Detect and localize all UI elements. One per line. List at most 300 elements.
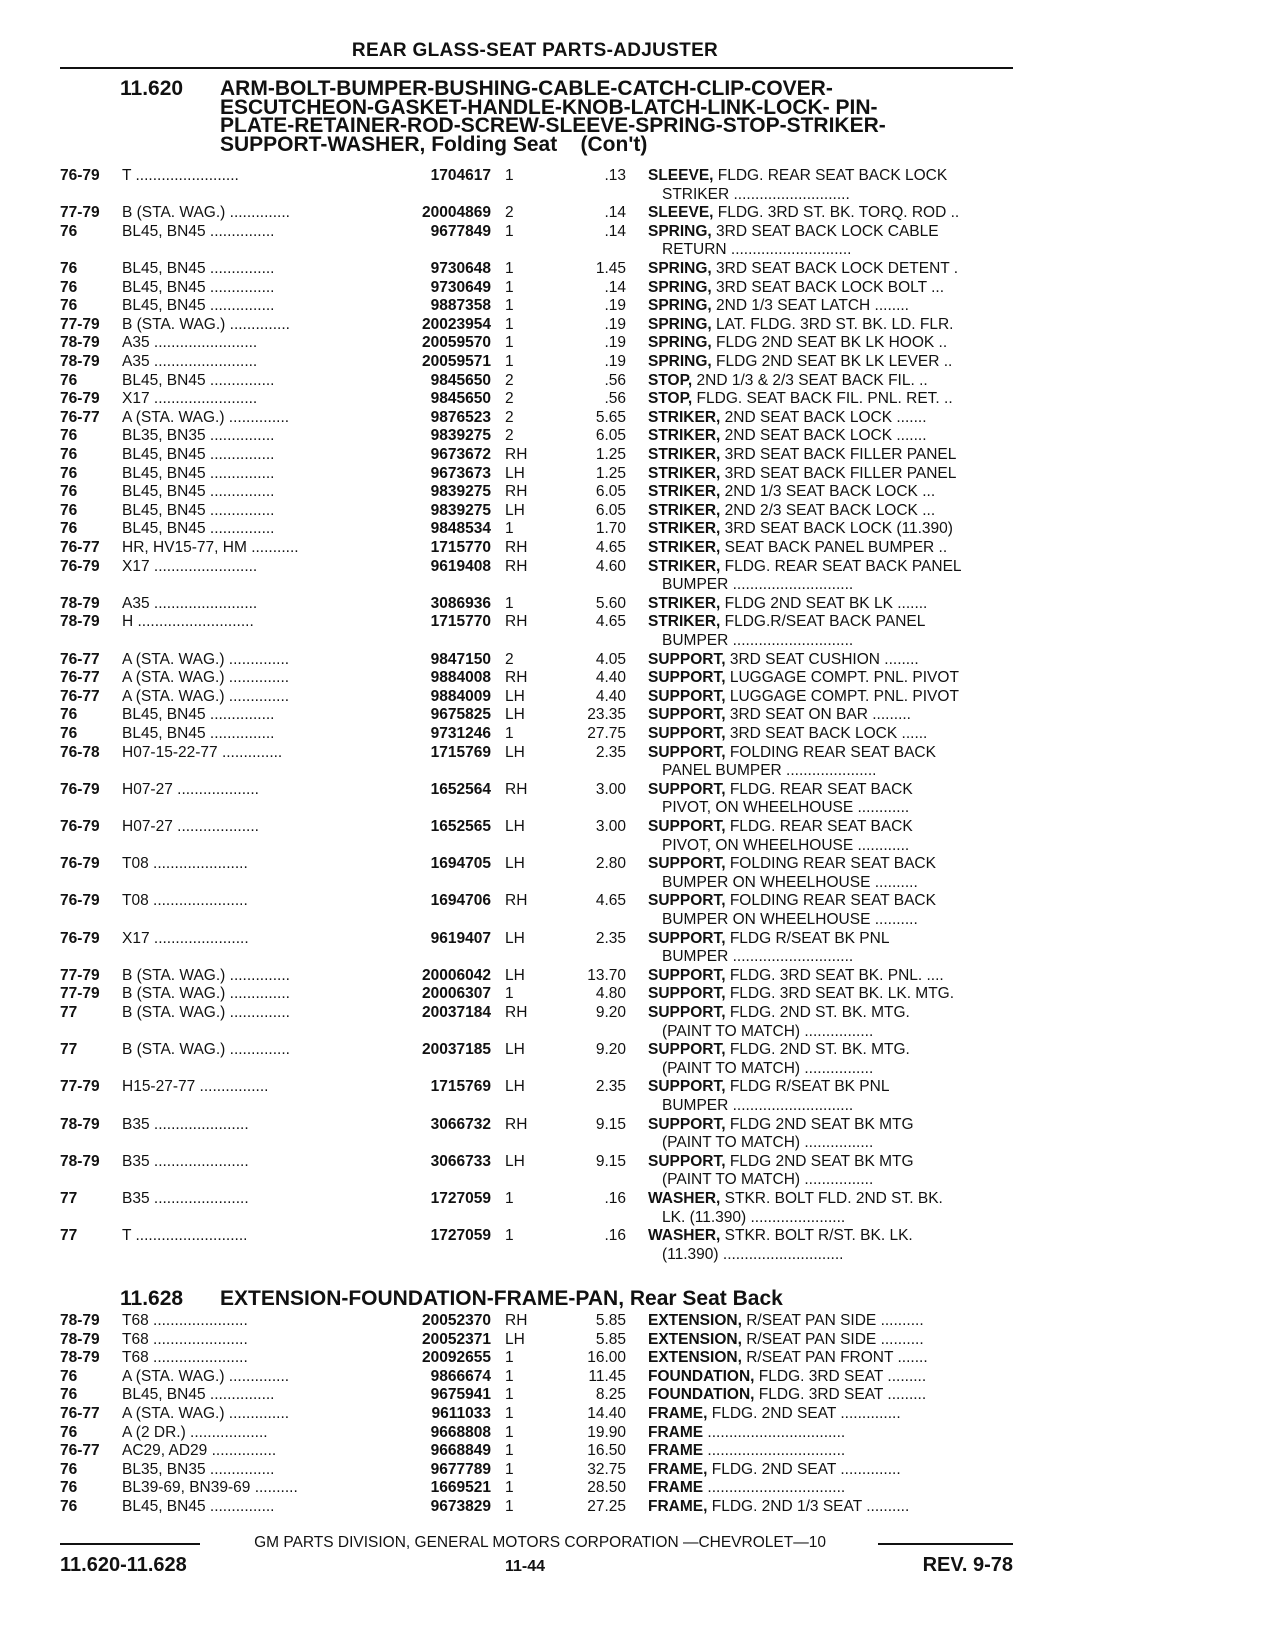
part-model: HR, HV15-77, HM ...........: [122, 539, 299, 556]
part-row: [0, 334, 1280, 353]
part-description: [648, 651, 1013, 670]
part-name: FRAME: [648, 1442, 704, 1460]
part-model: B (STA. WAG.) ..............: [122, 204, 290, 222]
part-description: [648, 558, 1013, 577]
part-years: 76-77: [60, 669, 100, 687]
part-price: .19: [604, 315, 626, 333]
part-description-detail: 2ND 2/3 SEAT BACK LOCK ...: [720, 501, 936, 519]
part-price: 27.25: [587, 1498, 626, 1515]
part-description-continuation: (PAINT TO MATCH) ................: [662, 1134, 874, 1152]
part-years: 76-77: [60, 650, 100, 668]
part-description: [648, 1479, 1013, 1498]
part-quantity: 2: [505, 390, 514, 408]
part-description-continuation: BUMPER ............................: [662, 1097, 854, 1114]
part-years: 76-77: [60, 1405, 100, 1422]
part-description: [648, 1227, 1013, 1246]
part-name: SPRING,: [648, 222, 712, 240]
part-row-continuation: [0, 632, 1280, 651]
part-description: [648, 372, 1013, 391]
part-model: T08 ......................: [122, 855, 248, 873]
part-model: A (STA. WAG.) ..............: [122, 687, 290, 705]
part-name: SUPPORT,: [648, 743, 726, 761]
part-model: A35 ........................: [122, 594, 258, 612]
part-quantity: LH: [505, 1152, 525, 1170]
part-name: STRIKER,: [648, 539, 721, 556]
part-name: SUPPORT,: [648, 985, 726, 1003]
part-description-continuation: LK. (11.390) ......................: [662, 1208, 846, 1226]
part-number: 9668808: [430, 1423, 491, 1441]
part-name: SPRING,: [648, 260, 712, 277]
part-row: [0, 1424, 1280, 1443]
part-description: [648, 930, 1013, 949]
part-name: SUPPORT,: [648, 1041, 726, 1059]
part-name: FRAME: [648, 1479, 704, 1497]
part-name: SUPPORT,: [648, 650, 726, 668]
part-price: .13: [604, 167, 626, 184]
part-row-continuation: [0, 948, 1280, 967]
part-price: 3.00: [595, 818, 626, 835]
part-description: [648, 985, 1013, 1004]
part-name: SPRING,: [648, 353, 712, 370]
part-description-detail: FLDG. 3RD SEAT .........: [754, 1386, 927, 1404]
part-price: 1.70: [595, 520, 626, 538]
part-description-detail: FLDG. 2ND 1/3 SEAT ..........: [707, 1498, 910, 1515]
part-description-continuation: BUMPER ............................: [662, 948, 854, 966]
part-quantity: 1: [505, 985, 514, 1003]
part-model: BL45, BN45 ...............: [122, 371, 275, 389]
part-description-detail: 2ND 1/3 SEAT BACK LOCK ...: [720, 483, 936, 501]
part-description-continuation: BUMPER ON WHEELHOUSE ..........: [662, 911, 918, 928]
part-description-detail: FLDG. 3RD ST. BK. TORQ. ROD ..: [713, 204, 960, 222]
part-description: [648, 1078, 1013, 1097]
part-number: 1715770: [430, 539, 491, 556]
part-row: [0, 855, 1280, 874]
part-price: 5.60: [595, 594, 626, 612]
part-name: SLEEVE,: [648, 167, 714, 184]
part-years: 76-79: [60, 780, 100, 798]
part-row: [0, 892, 1280, 911]
part-description-continuation: (PAINT TO MATCH) ................: [662, 1171, 874, 1189]
part-model: B (STA. WAG.) ..............: [122, 966, 290, 984]
part-price: 6.05: [595, 427, 626, 445]
part-years: 76: [60, 725, 78, 742]
section-title-line: SUPPORT-WASHER, Folding Seat (Con't): [220, 132, 648, 156]
footer-publisher: GM PARTS DIVISION, GENERAL MOTORS CORPORATION —CHEVROLET—10: [254, 1534, 826, 1551]
part-years: 76: [60, 706, 78, 724]
part-row: [0, 520, 1280, 539]
part-description: [648, 334, 1013, 353]
part-description-detail: FLDG. REAR SEAT BACK PANEL: [720, 557, 962, 575]
part-row: [0, 204, 1280, 223]
part-description: [648, 427, 1013, 446]
part-model: H ...........................: [122, 613, 254, 631]
part-model: H07-27 ...................: [122, 818, 259, 835]
part-row: [0, 985, 1280, 1004]
part-price: 1.25: [595, 464, 626, 482]
part-description-detail: FLDG 2ND SEAT BK LK LEVER ..: [711, 353, 953, 370]
part-row: [0, 1498, 1280, 1517]
part-model: X17 ........................: [122, 390, 258, 408]
part-row: [0, 1041, 1280, 1060]
part-row: [0, 1461, 1280, 1480]
part-description: [648, 353, 1013, 372]
part-price: 4.65: [595, 613, 626, 631]
part-years: 76-79: [60, 557, 100, 575]
part-quantity: 1: [505, 1479, 514, 1497]
part-years: 78-79: [60, 1330, 100, 1348]
part-row: [0, 409, 1280, 428]
part-name: FRAME,: [648, 1405, 708, 1422]
part-name: SUPPORT,: [648, 855, 726, 873]
part-number: 9611033: [431, 1405, 491, 1422]
part-description: [648, 967, 1013, 986]
part-price: 6.05: [595, 501, 626, 519]
part-row: [0, 502, 1280, 521]
part-description-continuation: PIVOT, ON WHEELHOUSE ............: [662, 836, 910, 854]
part-quantity: RH: [505, 1115, 528, 1133]
part-description-detail: 3RD SEAT CUSHION ........: [725, 650, 919, 668]
part-name: SUPPORT,: [648, 818, 726, 835]
part-number: 20023954: [422, 315, 491, 333]
part-price: 16.50: [587, 1442, 626, 1460]
part-quantity: 1: [505, 520, 514, 538]
part-years: 76: [60, 222, 78, 240]
part-quantity: 1: [505, 1460, 514, 1478]
part-number: 9847150: [430, 650, 491, 668]
part-description: [648, 1041, 1013, 1060]
part-description: [648, 744, 1013, 763]
part-price: 5.85: [595, 1330, 626, 1348]
part-quantity: 1: [505, 297, 514, 315]
part-description-detail: FOLDING REAR SEAT BACK: [725, 743, 936, 761]
section-title-line: ARM-BOLT-BUMPER-BUSHING-CABLE-CATCH-CLIP-COVER-: [220, 77, 833, 100]
part-row: [0, 1190, 1280, 1209]
part-row: [0, 595, 1280, 614]
part-description-continuation: (PAINT TO MATCH) ................: [662, 1022, 874, 1040]
part-years: 76-77: [60, 408, 100, 426]
part-row: [0, 297, 1280, 316]
part-quantity: 1: [505, 334, 514, 352]
part-description: [648, 1116, 1013, 1135]
part-years: 76: [60, 1423, 78, 1441]
part-description: [648, 167, 1013, 186]
part-number: 20037184: [422, 1004, 491, 1021]
part-years: 76: [60, 260, 78, 277]
part-name: EXTENSION,: [648, 1312, 742, 1329]
part-quantity: LH: [505, 1041, 525, 1059]
part-description-continuation: (11.390) ............................: [662, 1245, 844, 1263]
part-row-continuation: [0, 911, 1280, 930]
part-description-continuation: STRIKER ...........................: [662, 185, 850, 203]
part-number: 9731246: [430, 725, 491, 742]
part-name: STRIKER,: [648, 408, 721, 426]
part-quantity: LH: [505, 1330, 525, 1348]
part-description-detail: STKR. BOLT R/ST. BK. LK.: [720, 1227, 913, 1245]
part-name: SUPPORT,: [648, 1115, 726, 1133]
part-price: 9.15: [595, 1152, 626, 1170]
part-quantity: 1: [505, 1405, 514, 1422]
part-quantity: 1: [505, 222, 514, 240]
part-model: A (STA. WAG.) ..............: [122, 1367, 290, 1385]
part-years: 78-79: [60, 1152, 100, 1170]
part-quantity: RH: [505, 446, 528, 463]
part-row: [0, 1312, 1280, 1331]
part-price: 9.20: [595, 1041, 626, 1059]
part-quantity: 1: [505, 1498, 514, 1515]
part-row: [0, 967, 1280, 986]
part-model: T ........................: [122, 167, 239, 184]
part-years: 78-79: [60, 613, 100, 631]
part-quantity: LH: [505, 966, 525, 984]
part-years: 78-79: [60, 1312, 100, 1329]
part-name: SUPPORT,: [648, 687, 726, 705]
part-description: [648, 279, 1013, 298]
part-number: 3086936: [430, 594, 491, 612]
part-number: 9839275: [430, 427, 491, 445]
part-row-continuation: [0, 576, 1280, 595]
part-name: FRAME,: [648, 1498, 708, 1515]
part-description-detail: LAT. FLDG. 3RD ST. BK. LD. FLR.: [711, 315, 954, 333]
part-row: [0, 1227, 1280, 1246]
part-price: 8.25: [595, 1386, 626, 1404]
part-description-detail: FLDG. 2ND SEAT ..............: [707, 1460, 901, 1478]
part-row: [0, 427, 1280, 446]
part-model: A35 ........................: [122, 353, 258, 370]
part-years: 77-79: [60, 204, 100, 222]
part-price: .14: [604, 278, 626, 296]
part-row: [0, 1405, 1280, 1424]
part-number: 1652565: [430, 818, 491, 835]
part-model: BL45, BN45 ...............: [122, 1498, 275, 1515]
part-description-continuation: BUMPER ............................: [662, 632, 854, 649]
part-model: T ..........................: [122, 1227, 248, 1245]
footer-revision: REV. 9-78: [922, 1554, 1013, 1576]
part-row: [0, 279, 1280, 298]
part-row: [0, 1479, 1280, 1498]
part-years: 76-77: [60, 539, 100, 556]
part-number: 9866674: [430, 1367, 491, 1385]
part-row-continuation: [0, 1209, 1280, 1228]
part-price: 1.25: [595, 446, 626, 463]
part-price: 23.35: [587, 706, 626, 724]
part-price: .19: [604, 334, 626, 352]
part-quantity: 1: [505, 1227, 514, 1245]
part-model: A (STA. WAG.) ..............: [122, 669, 290, 687]
part-name: SUPPORT,: [648, 966, 726, 984]
part-description: [648, 483, 1013, 502]
part-description-detail: FLDG. SEAT BACK FIL. PNL. RET. ..: [692, 390, 953, 408]
part-price: .19: [604, 353, 626, 370]
part-description-detail: 2ND 1/3 & 2/3 SEAT BACK FIL. ..: [692, 371, 928, 389]
part-price: 11.45: [588, 1367, 626, 1385]
part-row: [0, 688, 1280, 707]
part-years: 77: [60, 1041, 78, 1059]
part-price: 28.50: [587, 1479, 626, 1497]
part-description: [648, 595, 1013, 614]
part-description: [648, 1498, 1013, 1517]
part-number: 1669521: [430, 1479, 491, 1497]
part-row: [0, 1078, 1280, 1097]
part-quantity: LH: [505, 855, 525, 873]
part-name: STRIKER,: [648, 464, 721, 482]
part-description-detail: 3RD SEAT BACK LOCK CABLE: [711, 222, 939, 240]
section-heading-11-628: [120, 1287, 1020, 1312]
part-description: [648, 539, 1013, 558]
part-number: 20092655: [422, 1349, 491, 1367]
part-model: T68 ......................: [122, 1312, 248, 1329]
part-name: STRIKER,: [648, 501, 721, 519]
part-quantity: RH: [505, 1004, 528, 1021]
part-model: BL45, BN45 ...............: [122, 464, 275, 482]
part-number: 9884008: [430, 669, 491, 687]
part-model: H07-27 ...................: [122, 780, 259, 798]
part-row: [0, 446, 1280, 465]
part-years: 78-79: [60, 594, 100, 612]
part-description-detail: FOLDING REAR SEAT BACK: [725, 855, 936, 873]
part-name: SUPPORT,: [648, 725, 726, 742]
part-description-continuation: BUMPER ON WHEELHOUSE ..........: [662, 873, 918, 891]
part-quantity: LH: [505, 687, 525, 705]
part-description: [648, 204, 1013, 223]
part-number: 3066733: [430, 1152, 491, 1170]
part-row: [0, 390, 1280, 409]
part-name: FOUNDATION,: [648, 1386, 755, 1404]
part-description-detail: 3RD SEAT BACK LOCK DETENT .: [711, 260, 959, 277]
part-row: [0, 1153, 1280, 1172]
part-number: 9675941: [430, 1386, 491, 1404]
part-model: AC29, AD29 ...............: [122, 1442, 277, 1460]
part-model: T68 ......................: [122, 1330, 248, 1348]
part-description: [648, 502, 1013, 521]
part-price: .16: [604, 1227, 626, 1245]
part-quantity: RH: [505, 483, 528, 501]
part-row-continuation: [0, 837, 1280, 856]
part-model: BL45, BN45 ...............: [122, 706, 275, 724]
part-row: [0, 818, 1280, 837]
section-number: 11.620: [120, 77, 184, 100]
footer-rule-left: [60, 1543, 200, 1545]
part-price: .19: [604, 297, 626, 315]
part-description: [648, 1442, 1013, 1461]
part-number: 9839275: [430, 483, 491, 501]
part-description-continuation: PANEL BUMPER .....................: [662, 762, 877, 780]
part-model: T08 ......................: [122, 892, 248, 910]
part-model: BL45, BN45 ...............: [122, 483, 275, 501]
part-description-detail: 3RD SEAT BACK LOCK (11.390): [720, 520, 953, 538]
part-quantity: 1: [505, 315, 514, 333]
part-row-continuation: [0, 1023, 1280, 1042]
part-price: 5.65: [595, 408, 626, 426]
part-quantity: RH: [505, 539, 528, 556]
part-description: [648, 892, 1013, 911]
part-years: 78-79: [60, 353, 100, 370]
part-quantity: 2: [505, 408, 514, 426]
part-price: 4.80: [595, 985, 626, 1003]
part-model: A (STA. WAG.) ..............: [122, 650, 290, 668]
part-row: [0, 669, 1280, 688]
part-years: 76-79: [60, 929, 100, 947]
part-description-detail: LUGGAGE COMPT. PNL. PIVOT: [725, 687, 959, 705]
part-years: 77-79: [60, 985, 100, 1003]
part-description: [648, 446, 1013, 465]
part-name: SPRING,: [648, 334, 712, 352]
part-number: 9848534: [430, 520, 491, 538]
part-years: 76: [60, 1386, 78, 1404]
part-description-detail: 3RD SEAT BACK LOCK ......: [725, 725, 928, 742]
part-number: 9884009: [430, 687, 491, 705]
part-model: B35 ......................: [122, 1190, 249, 1207]
part-number: 20006307: [422, 985, 491, 1003]
part-price: 9.15: [595, 1115, 626, 1133]
part-row: [0, 260, 1280, 279]
part-row: [0, 223, 1280, 242]
part-name: SUPPORT,: [648, 929, 726, 947]
part-price: 4.65: [595, 892, 626, 910]
part-row-continuation: [0, 1097, 1280, 1116]
part-description-detail: ................................: [703, 1423, 846, 1441]
part-name: STRIKER,: [648, 557, 721, 575]
part-row-continuation: [0, 1060, 1280, 1079]
part-years: 76: [60, 501, 78, 519]
part-model: A (STA. WAG.) ..............: [122, 1405, 290, 1422]
part-quantity: LH: [505, 501, 525, 519]
part-price: 3.00: [595, 780, 626, 798]
part-price: 6.05: [595, 483, 626, 501]
part-quantity: 1: [505, 1442, 514, 1460]
part-quantity: 2: [505, 204, 514, 222]
part-description: [648, 1368, 1013, 1387]
part-quantity: 1: [505, 1349, 514, 1367]
part-price: 5.85: [595, 1312, 626, 1329]
part-description: [648, 725, 1013, 744]
part-description: [648, 1331, 1013, 1350]
part-number: 9673829: [430, 1498, 491, 1515]
part-model: H07-15-22-77 ..............: [122, 743, 283, 761]
part-name: STRIKER,: [648, 427, 721, 445]
part-number: 20059571: [422, 353, 491, 370]
part-row: [0, 353, 1280, 372]
part-quantity: 1: [505, 260, 514, 277]
part-name: EXTENSION,: [648, 1330, 742, 1348]
part-row-continuation: [0, 762, 1280, 781]
part-price: 32.75: [587, 1460, 626, 1478]
part-row: [0, 781, 1280, 800]
part-description-detail: FLDG R/SEAT BK PNL: [725, 1078, 890, 1096]
part-model: B (STA. WAG.) ..............: [122, 1041, 290, 1059]
part-description-detail: 2ND 1/3 SEAT LATCH ........: [711, 297, 909, 315]
part-name: SUPPORT,: [648, 1152, 726, 1170]
part-number: 1694706: [430, 892, 491, 910]
part-price: .14: [604, 222, 626, 240]
part-name: SPRING,: [648, 315, 712, 333]
part-years: 78-79: [60, 1115, 100, 1133]
part-description: [648, 1461, 1013, 1480]
part-description: [648, 688, 1013, 707]
part-number: 9668849: [430, 1442, 491, 1460]
section-title-line: PLATE-RETAINER-ROD-SCREW-SLEEVE-SPRING-STOP-STRIKER-: [220, 114, 886, 137]
part-years: 76-79: [60, 167, 100, 184]
part-years: 76-78: [60, 743, 100, 761]
part-number: 9845650: [430, 390, 491, 408]
part-price: 4.65: [595, 539, 626, 556]
part-quantity: 2: [505, 650, 514, 668]
part-row-continuation: [0, 874, 1280, 893]
part-description-continuation: PIVOT, ON WHEELHOUSE ............: [662, 799, 910, 817]
part-number: 1694705: [430, 855, 491, 873]
part-years: 76-79: [60, 390, 100, 408]
header-rule: [60, 67, 1013, 69]
part-name: STRIKER,: [648, 483, 721, 501]
